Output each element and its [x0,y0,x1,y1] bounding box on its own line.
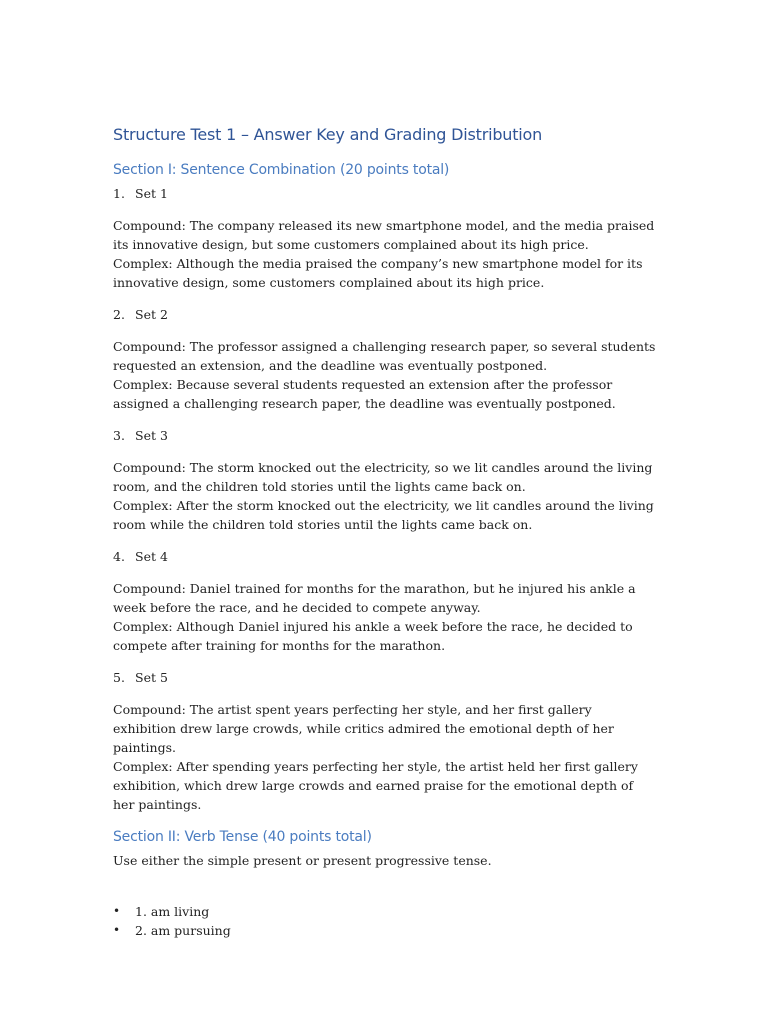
complex-answer: Complex: Although the media praised the company’s new smartphone model for its innovative design, some customers complained about its high price. [113,256,643,290]
list-item [113,921,658,940]
set-item [113,668,658,814]
set-item [113,184,658,292]
set-item [113,426,658,534]
set-title: Set 5 [135,670,168,685]
set-label [113,668,658,687]
answer-block [113,337,658,413]
compound-answer: Compound: Daniel trained for months for the marathon, but he injured his ankle a week before the race, and he decided to compete anyway. [113,581,636,615]
set-label [113,426,658,445]
answer-block [113,458,658,534]
compound-answer: Compound: The artist spent years perfecting her style, and her first gallery exhibition drew large crowds, while critics admired the emotional depth of her paintings. [113,702,614,755]
document-title: Structure Test 1 – Answer Key and Grading Distribution [113,125,543,144]
set-label [113,547,658,566]
answer-block [113,579,658,655]
answer-block [113,700,658,814]
answer-block [113,216,658,292]
set-title: Set 4 [135,549,168,564]
list-item [113,902,658,921]
compound-answer: Compound: The storm knocked out the electricity, so we lit candles around the living room, and the children told stories until the lights came back on. [113,460,653,494]
section-heading: Section I: Sentence Combination (20 points total) [113,162,450,178]
set-number: 5. [113,670,125,685]
section-sentence-combination [113,160,658,814]
set-item [113,547,658,655]
section-heading: Section II: Verb Tense (40 points total) [113,829,372,845]
section-instruction: Use either the simple present or present progressive tense. [113,853,492,868]
set-label [113,305,658,324]
set-title: Set 3 [135,428,168,443]
answer-text: 2. am pursuing [135,923,231,938]
complex-answer: Complex: After the storm knocked out the electricity, we lit candles around the living room while the children told stories until the lights came back on. [113,498,654,532]
set-title: Set 1 [135,186,168,201]
set-number: 3. [113,428,125,443]
compound-answer: Compound: The professor assigned a challenging research paper, so several students requested an extension, and the deadline was eventually postponed. [113,339,656,373]
section-verb-tense [113,827,658,940]
set-label [113,184,658,203]
set-number: 4. [113,549,125,564]
set-title: Set 2 [135,307,168,322]
complex-answer: Complex: Although Daniel injured his ankle a week before the race, he decided to compete after training for months for the marathon. [113,619,633,653]
compound-answer: Compound: The company released its new smartphone model, and the media praised its innovative design, but some customers complained about its high price. [113,218,655,252]
complex-answer: Complex: Because several students requested an extension after the professor assigned a challenging research paper, the deadline was eventually postponed. [113,377,616,411]
document-page [113,124,658,940]
answer-text: 1. am living [135,904,210,919]
set-item [113,305,658,413]
bullet-icon: • [113,923,121,937]
set-number: 2. [113,307,125,322]
bullet-icon: • [113,904,121,918]
complex-answer: Complex: After spending years perfecting her style, the artist held her first gallery exhibition, which drew large crowds and earned praise for the emotional depth of her paintings. [113,759,638,812]
set-number: 1. [113,186,125,201]
answer-list [113,902,658,940]
